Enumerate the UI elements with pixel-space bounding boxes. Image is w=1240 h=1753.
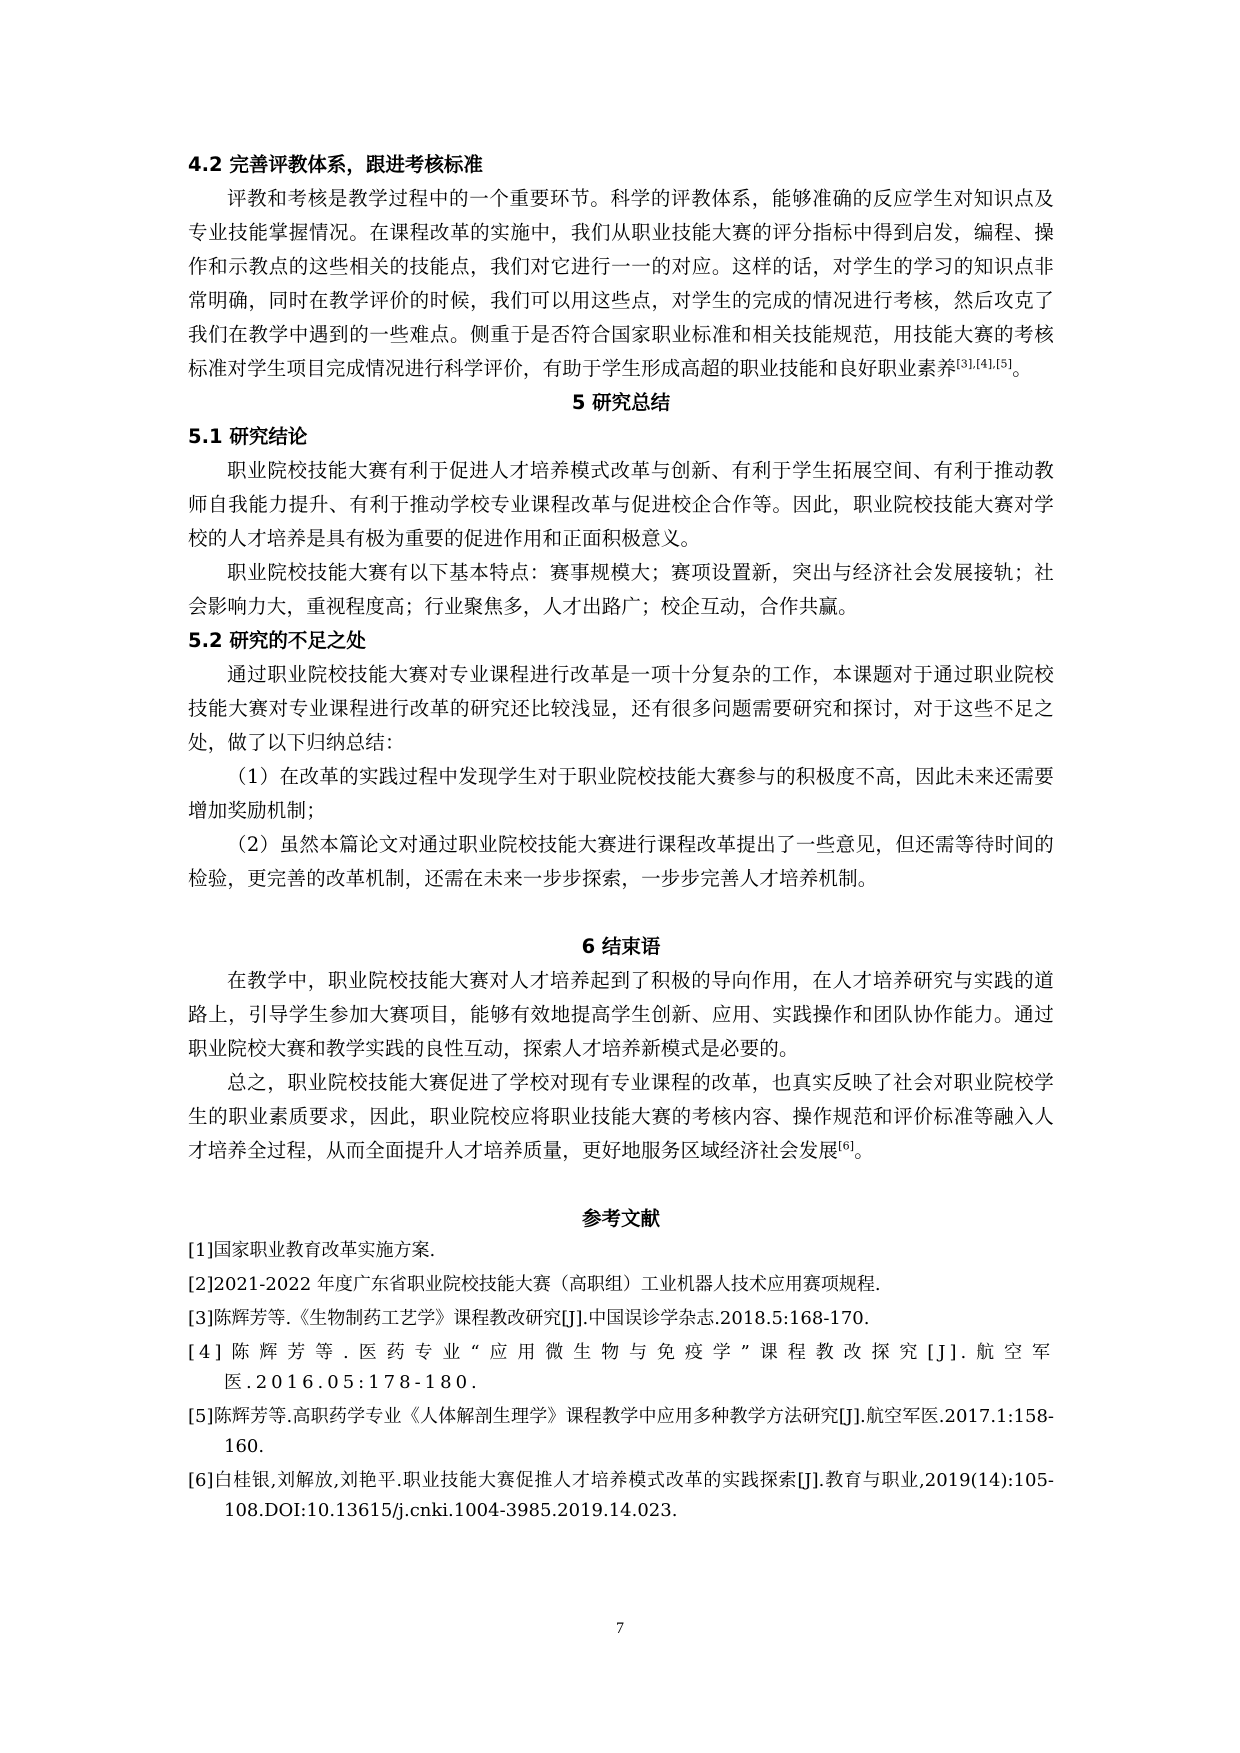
section-6-paragraph-2 (188, 1066, 1054, 1168)
paragraph-end: 。 (1012, 357, 1032, 380)
section-4-2-paragraph (188, 182, 1054, 386)
citation-superscript: [6] (838, 1139, 855, 1153)
section-5-2-paragraph-1: 通过职业院校技能大赛对专业课程进行改革是一项十分复杂的工作，本课题对于通过职业院校技能大赛对专业课程进行改革的研究还比较浅显，还有很多问题需要研究和探讨，对于这些不足之处，做了以下归纳总结： (188, 663, 1054, 754)
reference-item-2: [2]2021-2022 年度广东省职业院校技能大赛（高职组）工业机器人技术应用赛项规程. (188, 1274, 881, 1295)
section-5-1-paragraph-2: 职业院校技能大赛有以下基本特点：赛事规模大；赛项设置新，突出与经济社会发展接轨；社会影响力大，重视程度高；行业聚焦多，人才出路广；校企互动，合作共赢。 (188, 561, 1054, 618)
section-5-2-heading: 5.2 研究的不足之处 (188, 629, 366, 652)
citation-superscript: [3],[4],[5] (956, 357, 1013, 371)
section-5-1-heading: 5.1 研究结论 (188, 425, 308, 448)
page-number: 7 (616, 1620, 624, 1637)
paragraph-text: 评教和考核是教学过程中的一个重要环节。科学的评教体系，能够准确的反应学生对知识点及专业技能掌握情况。在课程改革的实施中，我们从职业技能大赛的评分指标中得到启发，编程、操作和示教点的这些相关的技能点，我们对它进行一一的对应。这样的话，对学生的学习的知识点非常明确，同时在教学评价的时候，我们可以用这些点，对学生的完成的情况进行考核，然后攻克了我们在教学中遇到的一些难点。侧重于是否符合国家职业标准和相关技能规范，用技能大赛的考核标准对学生项目完成情况进行科学评价，有助于学生形成高超的职业技能和良好职业素养 (188, 187, 1054, 380)
reference-item-6: [6]白桂银,刘解放,刘艳平.职业技能大赛促推人才培养模式改革的实践探索[J].教育与职业,2019(14):105-108.DOI:10.13615/j.cnki.1004-3985.2019.14.023. (188, 1470, 1054, 1521)
spacer (188, 896, 1054, 930)
section-4-2-heading: 4.2 完善评教体系，跟进考核标准 (188, 153, 483, 176)
section-5-1-paragraph-1: 职业院校技能大赛有利于促进人才培养模式改革与创新、有利于学生拓展空间、有利于推动教师自我能力提升、有利于推动学校专业课程改革与促进校企合作等。因此，职业院校技能大赛对学校的人才培养是具有极为重要的促进作用和正面积极意义。 (188, 459, 1054, 550)
reference-list (188, 1236, 1054, 1526)
reference-item-4: [4]陈辉芳等.医药专业“应用微生物与免疫学”课程教改探究[J].航空军医.2016.05:178-180. (188, 1342, 1054, 1393)
page-content (188, 148, 1054, 1530)
references-heading: 参考文献 (581, 1207, 660, 1230)
reference-item-5: [5]陈辉芳等.高职药学专业《人体解剖生理学》课程教学中应用多种教学方法研究[J].航空军医.2017.1:158-160. (188, 1406, 1054, 1457)
reference-item-3: [3]陈辉芳等.《生物制药工艺学》课程教改研究[J].中国误诊学杂志.2018.5:168-170. (188, 1308, 870, 1329)
section-5-2-item-1: （1）在改革的实践过程中发现学生对于职业院校技能大赛参与的积极度不高，因此未来还需要增加奖励机制； (188, 765, 1054, 822)
section-5-2-item-2: （2）虽然本篇论文对通过职业院校技能大赛进行课程改革提出了一些意见，但还需等待时间的检验，更完善的改革机制，还需在未来一步步探索，一步步完善人才培养机制。 (188, 833, 1054, 890)
paragraph-text: 总之，职业院校技能大赛促进了学校对现有专业课程的改革，也真实反映了社会对职业院校学生的职业素质要求，因此，职业院校应将职业技能大赛的考核内容、操作规范和评价标准等融入人才培养全过程，从而全面提升人才培养质量，更好地服务区域经济社会发展 (188, 1071, 1054, 1162)
spacer (188, 1168, 1054, 1202)
section-6-paragraph-1: 在教学中，职业院校技能大赛对人才培养起到了积极的导向作用，在人才培养研究与实践的道路上，引导学生参加大赛项目，能够有效地提高学生创新、应用、实践操作和团队协作能力。通过职业院校大赛和教学实践的良性互动，探索人才培养新模式是必要的。 (188, 969, 1054, 1060)
reference-item-1: [1]国家职业教育改革实施方案. (188, 1240, 436, 1261)
paragraph-end: 。 (854, 1139, 874, 1162)
section-5-heading: 5 研究总结 (571, 391, 671, 414)
section-6-heading: 6 结束语 (581, 935, 661, 958)
